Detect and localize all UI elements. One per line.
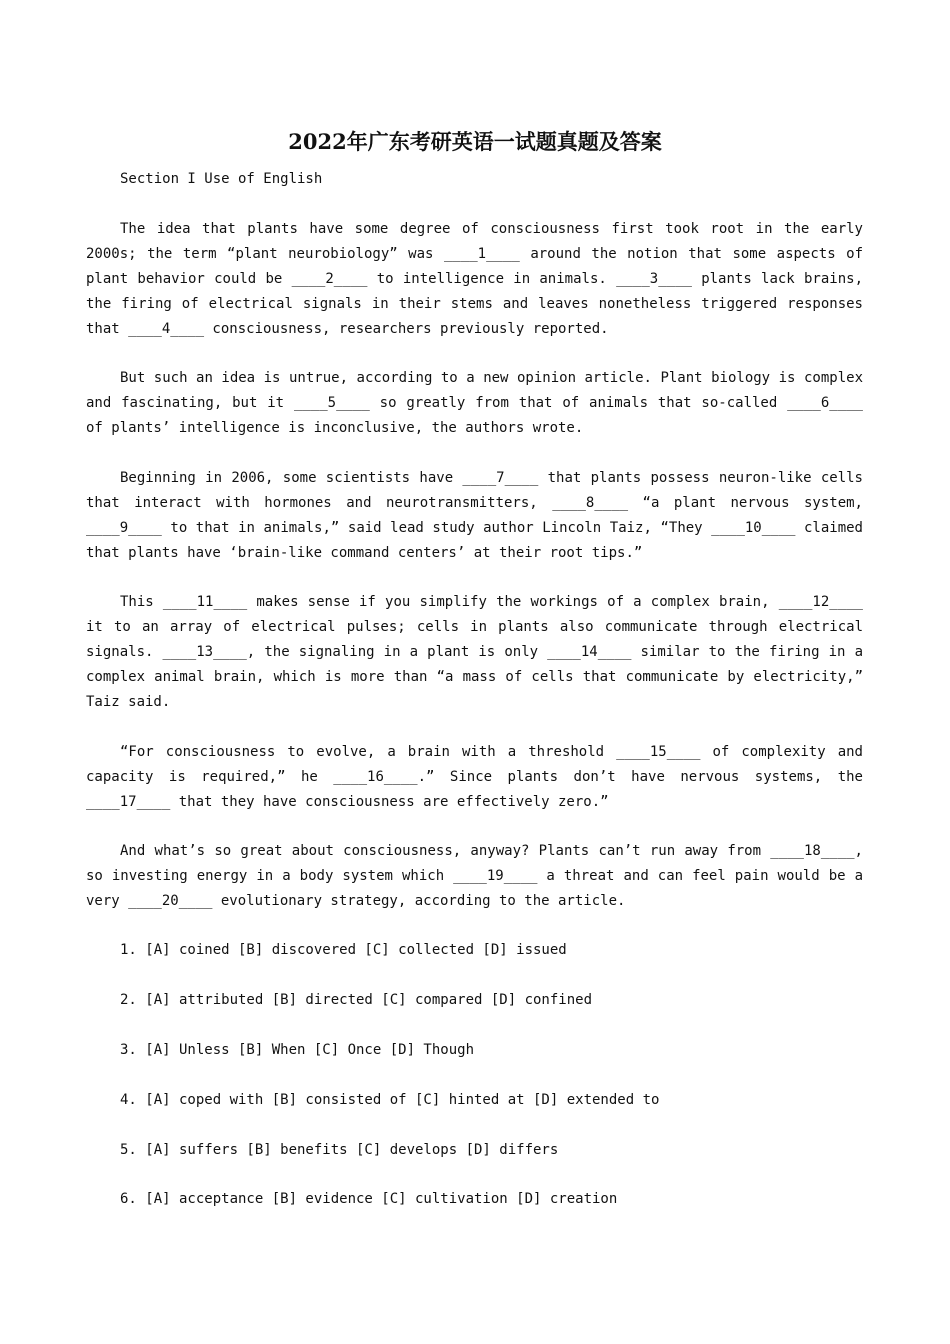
question-item: 3. [A] Unless [B] When [C] Once [D] Though (120, 1042, 475, 1058)
section-heading: Section I Use of English (120, 171, 323, 187)
passage-paragraph: “For consciousness to evolve, a brain with a threshold ____15____ of complexity and capacity is required,” he ____16____.” Since plants don’t have nervous systems, the ____17____ that they have consciousness are effectively zero.” (86, 744, 863, 810)
passage-paragraph: This ____11____ makes sense if you simplify the workings of a complex brain, ____12____ it to an array of electrical pulses; cells in plants also communicate through electrical signals. ____13____, the signaling in a plant is only ____14____ similar to the firing in a complex animal brain, which is more than “a mass of cells that communicate by electricity,” Taiz said. (86, 594, 863, 710)
document-title: 2022年广东考研英语一试题真题及答案 (288, 129, 662, 154)
passage-paragraph: And what’s so great about consciousness, anyway? Plants can’t run away from ____18____, so investing energy in a body system which ____19____ a threat and can feel pain would be a very ____20____ evolutionary strategy, according to the article. (86, 843, 863, 909)
question-item: 5. [A] suffers [B] benefits [C] develops [D] differs (120, 1142, 559, 1158)
passage-paragraph: Beginning in 2006, some scientists have ____7____ that plants possess neuron-like cells that interact with hormones and neurotransmitters, ____8____ “a plant nervous system, ____9____ to that in animals,” said lead study author Lincoln Taiz, “They ____10____ claimed that plants have ‘brain-like command centers’ at their root tips.” (86, 470, 863, 561)
question-item: 2. [A] attributed [B] directed [C] compared [D] confined (120, 992, 593, 1008)
question-item: 4. [A] coped with [B] consisted of [C] hinted at [D] extended to (120, 1092, 660, 1108)
passage-paragraph: The idea that plants have some degree of consciousness first took root in the early 2000s; the term “plant neurobiology” was ____1____ around the notion that some aspects of plant behavior could be ____2____ to intelligence in animals. ____3____ plants lack brains, the firing of electrical signals in their stems and leaves nonetheless triggered responses that ____4____ consciousness, researchers previously reported. (86, 221, 863, 337)
question-item: 1. [A] coined [B] discovered [C] collected [D] issued (120, 942, 567, 958)
question-item: 6. [A] acceptance [B] evidence [C] cultivation [D] creation (120, 1191, 618, 1207)
passage-paragraph: But such an idea is untrue, according to a new opinion article. Plant biology is complex and fascinating, but it ____5____ so greatly from that of animals that so-called ____6____ of plants’ intelligence is inconclusive, the authors wrote. (86, 370, 863, 436)
